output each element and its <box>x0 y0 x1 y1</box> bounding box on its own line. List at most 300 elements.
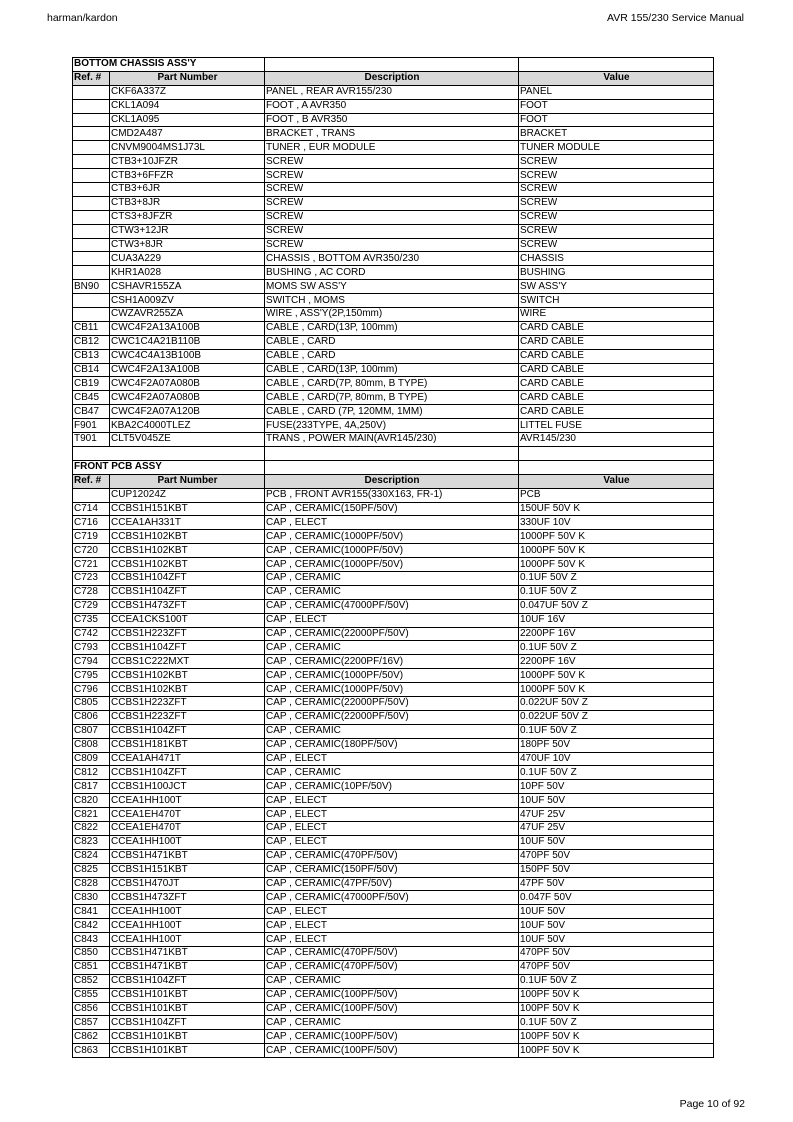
value-cell: 10UF 50V <box>519 835 714 849</box>
part-number-cell: CMD2A487 <box>110 127 265 141</box>
table-row <box>73 266 714 280</box>
description-cell: TUNER , EUR MODULE <box>265 141 519 155</box>
value-cell: CHASSIS <box>519 252 714 266</box>
value-cell: 0.022UF 50V Z <box>519 710 714 724</box>
value-cell: 0.047UF 50V Z <box>519 599 714 613</box>
description-cell: CAP , ELECT <box>265 808 519 822</box>
table-row <box>73 835 714 849</box>
value-cell: CARD CABLE <box>519 377 714 391</box>
description-cell: CAP , CERAMIC(1000PF/50V) <box>265 530 519 544</box>
part-number-cell: CCBS1H473ZFT <box>110 599 265 613</box>
value-cell: 47UF 25V <box>519 808 714 822</box>
description-cell: FOOT , B AVR350 <box>265 113 519 127</box>
ref-cell: C850 <box>73 947 110 961</box>
ref-cell: C841 <box>73 905 110 919</box>
description-cell: CAP , CERAMIC <box>265 571 519 585</box>
part-number-cell: CCEA1HH100T <box>110 919 265 933</box>
description-cell: CHASSIS , BOTTOM AVR350/230 <box>265 252 519 266</box>
part-number-cell: CLT5V045ZE <box>110 433 265 447</box>
table-row <box>73 794 714 808</box>
ref-cell: C794 <box>73 655 110 669</box>
value-cell: 47PF 50V <box>519 877 714 891</box>
value-column-header: Value <box>519 71 714 85</box>
part-number-cell: CWZAVR255ZA <box>110 308 265 322</box>
value-cell: 0.047F 50V <box>519 891 714 905</box>
part-number-cell: CCBS1H101KBT <box>110 1030 265 1044</box>
description-cell: CAP , CERAMIC <box>265 585 519 599</box>
value-cell: 330UF 10V <box>519 516 714 530</box>
section-title-row <box>73 58 714 72</box>
section-title: BOTTOM CHASSIS ASS'Y <box>73 58 265 72</box>
description-cell: CABLE , CARD(13P, 100mm) <box>265 321 519 335</box>
table-row <box>73 363 714 377</box>
table-row <box>73 766 714 780</box>
section-blank-cell <box>265 58 519 72</box>
description-cell: SCREW <box>265 224 519 238</box>
value-cell: 2200PF 16V <box>519 655 714 669</box>
ref-cell <box>73 85 110 99</box>
description-cell: CAP , CERAMIC(150PF/50V) <box>265 502 519 516</box>
ref-cell: C824 <box>73 849 110 863</box>
ref-cell: C851 <box>73 960 110 974</box>
value-cell: FOOT <box>519 99 714 113</box>
part-number-cell: CCBS1H101KBT <box>110 988 265 1002</box>
part-number-cell: CNVM9004MS1J73L <box>110 141 265 155</box>
description-cell: BUSHING , AC CORD <box>265 266 519 280</box>
description-cell: CAP , CERAMIC(470PF/50V) <box>265 849 519 863</box>
value-column-header: Value <box>519 474 714 488</box>
part-number-cell: CCBS1H102KBT <box>110 669 265 683</box>
description-cell: CAP , CERAMIC(1000PF/50V) <box>265 558 519 572</box>
description-cell: CAP , ELECT <box>265 613 519 627</box>
value-cell: FOOT <box>519 113 714 127</box>
part-number-cell: CCBS1H151KBT <box>110 502 265 516</box>
part-number-cell: CTB3+6FFZR <box>110 169 265 183</box>
part-number-cell: CCBS1H104ZFT <box>110 974 265 988</box>
value-cell: 2200PF 16V <box>519 627 714 641</box>
table-row <box>73 1030 714 1044</box>
part-number-cell: CSHAVR155ZA <box>110 280 265 294</box>
part-number-cell: CCBS1H223ZFT <box>110 696 265 710</box>
value-cell: 0.1UF 50V Z <box>519 766 714 780</box>
ref-cell <box>73 294 110 308</box>
value-cell: 470UF 10V <box>519 752 714 766</box>
value-cell: 100PF 50V K <box>519 1002 714 1016</box>
part-number-cell: CCBS1H100JCT <box>110 780 265 794</box>
value-cell: 0.022UF 50V Z <box>519 696 714 710</box>
description-cell: CAP , ELECT <box>265 516 519 530</box>
column-header-row <box>73 71 714 85</box>
value-cell: CARD CABLE <box>519 405 714 419</box>
description-cell: CAP , CERAMIC(47000PF/50V) <box>265 891 519 905</box>
ref-cell: C729 <box>73 599 110 613</box>
ref-cell <box>73 252 110 266</box>
ref-cell <box>73 210 110 224</box>
ref-cell <box>73 488 110 502</box>
ref-cell <box>73 169 110 183</box>
ref-cell: C723 <box>73 571 110 585</box>
table-row <box>73 1044 714 1058</box>
table-row <box>73 308 714 322</box>
description-cell: CAP , ELECT <box>265 821 519 835</box>
ref-cell: C735 <box>73 613 110 627</box>
value-cell: 10PF 50V <box>519 780 714 794</box>
description-cell: CAP , CERAMIC(470PF/50V) <box>265 947 519 961</box>
table-row <box>73 641 714 655</box>
ref-cell: C823 <box>73 835 110 849</box>
part-number-cell: CCBS1H470JT <box>110 877 265 891</box>
description-cell: CAP , CERAMIC(10PF/50V) <box>265 780 519 794</box>
table-row <box>73 280 714 294</box>
part-number-cell: CCBS1H104ZFT <box>110 724 265 738</box>
ref-column-header: Ref. # <box>73 71 110 85</box>
description-cell: CAP , CERAMIC(100PF/50V) <box>265 988 519 1002</box>
part-number-cell: CCBS1H223ZFT <box>110 627 265 641</box>
ref-cell: C796 <box>73 683 110 697</box>
part-number-cell: CUA3A229 <box>110 252 265 266</box>
value-cell: 10UF 50V <box>519 794 714 808</box>
table-row <box>73 488 714 502</box>
description-cell: CAP , CERAMIC(22000PF/50V) <box>265 627 519 641</box>
table-row <box>73 238 714 252</box>
table-row <box>73 669 714 683</box>
description-cell: CAP , CERAMIC(22000PF/50V) <box>265 710 519 724</box>
ref-cell <box>73 266 110 280</box>
value-cell: SCREW <box>519 196 714 210</box>
value-cell: SCREW <box>519 183 714 197</box>
description-cell: SCREW <box>265 238 519 252</box>
description-cell: CAP , CERAMIC <box>265 641 519 655</box>
table-row <box>73 571 714 585</box>
description-cell: CABLE , CARD (7P, 120MM, 1MM) <box>265 405 519 419</box>
part-number-cell: CCBS1H471KBT <box>110 849 265 863</box>
table-row <box>73 863 714 877</box>
description-cell: CAP , ELECT <box>265 752 519 766</box>
ref-cell: C855 <box>73 988 110 1002</box>
table-row <box>73 252 714 266</box>
value-cell: 100PF 50V K <box>519 988 714 1002</box>
description-cell: FOOT , A AVR350 <box>265 99 519 113</box>
ref-cell: C862 <box>73 1030 110 1044</box>
ref-cell: C716 <box>73 516 110 530</box>
ref-cell <box>73 308 110 322</box>
table-row <box>73 141 714 155</box>
value-cell: BUSHING <box>519 266 714 280</box>
ref-cell: C820 <box>73 794 110 808</box>
part-number-cell: CWC4C4A13B100B <box>110 349 265 363</box>
description-cell: CABLE , CARD(13P, 100mm) <box>265 363 519 377</box>
table-row <box>73 558 714 572</box>
description-cell: SCREW <box>265 196 519 210</box>
table-row <box>73 544 714 558</box>
table-row <box>73 516 714 530</box>
value-cell: 0.1UF 50V Z <box>519 724 714 738</box>
ref-cell: C828 <box>73 877 110 891</box>
table-row <box>73 599 714 613</box>
part-number-cell: CCEA1EH470T <box>110 821 265 835</box>
table-row <box>73 113 714 127</box>
part-number-cell: CCEA1CKS100T <box>110 613 265 627</box>
table-row <box>73 1016 714 1030</box>
value-cell: 10UF 50V <box>519 919 714 933</box>
ref-cell: CB19 <box>73 377 110 391</box>
part-number-cell: CCBS1H102KBT <box>110 683 265 697</box>
description-cell: SCREW <box>265 183 519 197</box>
value-cell: 1000PF 50V K <box>519 683 714 697</box>
value-cell: CARD CABLE <box>519 349 714 363</box>
part-number-cell: CCBS1H473ZFT <box>110 891 265 905</box>
table-row <box>73 391 714 405</box>
value-cell: SW ASS'Y <box>519 280 714 294</box>
part-number-cell: CTB3+10JFZR <box>110 155 265 169</box>
part-number-cell: CWC4F2A07A120B <box>110 405 265 419</box>
description-column-header: Description <box>265 474 519 488</box>
table-row <box>73 724 714 738</box>
part-number-cell: CKL1A095 <box>110 113 265 127</box>
description-cell: CAP , CERAMIC(180PF/50V) <box>265 738 519 752</box>
value-cell: 0.1UF 50V Z <box>519 585 714 599</box>
description-cell: CAP , CERAMIC(47000PF/50V) <box>265 599 519 613</box>
description-cell: CABLE , CARD <box>265 349 519 363</box>
table-row <box>73 696 714 710</box>
ref-cell: C806 <box>73 710 110 724</box>
description-cell: CAP , ELECT <box>265 835 519 849</box>
ref-cell: C821 <box>73 808 110 822</box>
ref-cell <box>73 127 110 141</box>
table-row <box>73 127 714 141</box>
value-cell: 10UF 50V <box>519 933 714 947</box>
description-cell: CAP , ELECT <box>265 919 519 933</box>
column-header-row <box>73 474 714 488</box>
table-row <box>73 169 714 183</box>
part-number-cell: CCBS1H223ZFT <box>110 710 265 724</box>
description-cell: SCREW <box>265 169 519 183</box>
ref-cell <box>73 155 110 169</box>
description-cell: TRANS , POWER MAIN(AVR145/230) <box>265 433 519 447</box>
part-number-cell: CCBS1H104ZFT <box>110 641 265 655</box>
table-row <box>73 808 714 822</box>
table-row <box>73 419 714 433</box>
table-row <box>73 349 714 363</box>
description-cell: CAP , CERAMIC(22000PF/50V) <box>265 696 519 710</box>
value-cell: SCREW <box>519 224 714 238</box>
description-cell: MOMS SW ASS'Y <box>265 280 519 294</box>
part-number-cell: CWC1C4A21B110B <box>110 335 265 349</box>
ref-cell: CB45 <box>73 391 110 405</box>
value-cell: 0.1UF 50V Z <box>519 641 714 655</box>
ref-cell: CB13 <box>73 349 110 363</box>
part-number-cell: KHR1A028 <box>110 266 265 280</box>
value-cell: SCREW <box>519 238 714 252</box>
ref-cell: C721 <box>73 558 110 572</box>
description-cell: CABLE , CARD(7P, 80mm, B TYPE) <box>265 391 519 405</box>
ref-cell: C720 <box>73 544 110 558</box>
value-cell: LITTEL FUSE <box>519 419 714 433</box>
value-cell: 1000PF 50V K <box>519 530 714 544</box>
part-number-cell: CTS3+8JFZR <box>110 210 265 224</box>
table-row <box>73 433 714 447</box>
description-cell: CAP , CERAMIC(1000PF/50V) <box>265 683 519 697</box>
table-row <box>73 627 714 641</box>
section-title-row <box>73 460 714 474</box>
description-cell: CAP , CERAMIC(470PF/50V) <box>265 960 519 974</box>
part-number-cell: CCBS1H102KBT <box>110 530 265 544</box>
description-cell: CAP , CERAMIC(100PF/50V) <box>265 1030 519 1044</box>
table-row <box>73 405 714 419</box>
value-cell: AVR145/230 <box>519 433 714 447</box>
ref-cell: C842 <box>73 919 110 933</box>
table-row <box>73 960 714 974</box>
ref-cell: C830 <box>73 891 110 905</box>
value-cell: 0.1UF 50V Z <box>519 571 714 585</box>
ref-cell: F901 <box>73 419 110 433</box>
value-cell: CARD CABLE <box>519 363 714 377</box>
table-row <box>73 933 714 947</box>
table-row <box>73 849 714 863</box>
description-cell: CABLE , CARD <box>265 335 519 349</box>
ref-cell: C863 <box>73 1044 110 1058</box>
table-row <box>73 988 714 1002</box>
value-cell: 10UF 16V <box>519 613 714 627</box>
ref-cell: C719 <box>73 530 110 544</box>
part-number-cell: CWC4F2A07A080B <box>110 391 265 405</box>
part-number-cell: CWC4F2A07A080B <box>110 377 265 391</box>
table-row <box>73 821 714 835</box>
table-row <box>73 877 714 891</box>
ref-cell: CB11 <box>73 321 110 335</box>
value-cell: WIRE <box>519 308 714 322</box>
section-title: FRONT PCB ASSY <box>73 460 265 474</box>
part-number-cell: CCEA1HH100T <box>110 933 265 947</box>
description-cell: CAP , CERAMIC <box>265 1016 519 1030</box>
table-row <box>73 196 714 210</box>
ref-cell: C807 <box>73 724 110 738</box>
part-number-cell: KBA2C4000TLEZ <box>110 419 265 433</box>
ref-cell: C805 <box>73 696 110 710</box>
description-cell: CAP , CERAMIC(150PF/50V) <box>265 863 519 877</box>
value-cell: CARD CABLE <box>519 391 714 405</box>
ref-cell <box>73 113 110 127</box>
ref-cell: C795 <box>73 669 110 683</box>
description-cell: WIRE , ASS'Y(2P,150mm) <box>265 308 519 322</box>
value-cell: 0.1UF 50V Z <box>519 974 714 988</box>
ref-cell <box>73 99 110 113</box>
description-cell: CAP , CERAMIC(100PF/50V) <box>265 1002 519 1016</box>
part-number-cell: CCBS1H102KBT <box>110 544 265 558</box>
parts-list-body <box>73 58 714 1058</box>
description-cell: PANEL , REAR AVR155/230 <box>265 85 519 99</box>
value-cell: 470PF 50V <box>519 947 714 961</box>
description-cell: CAP , ELECT <box>265 905 519 919</box>
value-cell: SCREW <box>519 169 714 183</box>
part-number-cell: CWC4F2A13A100B <box>110 363 265 377</box>
ref-cell: C714 <box>73 502 110 516</box>
description-cell: CAP , ELECT <box>265 794 519 808</box>
part-number-cell: CCEA1HH100T <box>110 835 265 849</box>
table-row <box>73 919 714 933</box>
part-number-cell: CCEA1AH331T <box>110 516 265 530</box>
table-row <box>73 335 714 349</box>
ref-cell: C793 <box>73 641 110 655</box>
value-cell: 10UF 50V <box>519 905 714 919</box>
ref-cell <box>73 224 110 238</box>
ref-cell: T901 <box>73 433 110 447</box>
part-number-cell: CTW3+12JR <box>110 224 265 238</box>
part-number-cell: CCBS1H104ZFT <box>110 585 265 599</box>
ref-cell: C856 <box>73 1002 110 1016</box>
part-number-cell: CCEA1HH100T <box>110 905 265 919</box>
description-column-header: Description <box>265 71 519 85</box>
description-cell: CAP , CERAMIC <box>265 724 519 738</box>
table-row <box>73 294 714 308</box>
description-cell: CAP , CERAMIC <box>265 974 519 988</box>
value-cell: CARD CABLE <box>519 321 714 335</box>
table-row <box>73 321 714 335</box>
value-cell: BRACKET <box>519 127 714 141</box>
ref-column-header: Ref. # <box>73 474 110 488</box>
description-cell: SCREW <box>265 210 519 224</box>
table-row <box>73 974 714 988</box>
table-row <box>73 530 714 544</box>
ref-cell: CB14 <box>73 363 110 377</box>
part-number-cell: CCBS1H104ZFT <box>110 766 265 780</box>
value-cell: 47UF 25V <box>519 821 714 835</box>
part-number-cell: CWC4F2A13A100B <box>110 321 265 335</box>
description-cell: CAP , CERAMIC(100PF/50V) <box>265 1044 519 1058</box>
value-cell: PANEL <box>519 85 714 99</box>
part-number-cell: CCBS1H151KBT <box>110 863 265 877</box>
table-row <box>73 1002 714 1016</box>
ref-cell: C728 <box>73 585 110 599</box>
value-cell: 1000PF 50V K <box>519 669 714 683</box>
table-row <box>73 224 714 238</box>
ref-cell <box>73 238 110 252</box>
part-number-cell: CCBS1H104ZFT <box>110 571 265 585</box>
ref-cell: C857 <box>73 1016 110 1030</box>
section-spacer-row <box>73 446 714 460</box>
value-cell: 180PF 50V <box>519 738 714 752</box>
part-number-cell: CUP12024Z <box>110 488 265 502</box>
part-number-cell: CCBS1H471KBT <box>110 960 265 974</box>
value-cell: 150UF 50V K <box>519 502 714 516</box>
ref-cell: BN90 <box>73 280 110 294</box>
manufacturer-header: harman/kardon <box>47 12 118 24</box>
description-cell: CAP , CERAMIC(1000PF/50V) <box>265 669 519 683</box>
part-number-cell: CCBS1H101KBT <box>110 1002 265 1016</box>
part-number-column-header: Part Number <box>110 474 265 488</box>
description-cell: CAP , CERAMIC(47PF/50V) <box>265 877 519 891</box>
description-cell: SWITCH , MOMS <box>265 294 519 308</box>
table-row <box>73 585 714 599</box>
value-cell: 470PF 50V <box>519 960 714 974</box>
table-row <box>73 85 714 99</box>
description-cell: CAP , CERAMIC(2200PF/16V) <box>265 655 519 669</box>
value-cell: TUNER MODULE <box>519 141 714 155</box>
part-number-cell: CCBS1C222MXT <box>110 655 265 669</box>
description-cell: PCB , FRONT AVR155(330X163, FR-1) <box>265 488 519 502</box>
page-number: Page 10 of 92 <box>679 1098 745 1110</box>
value-cell: 150PF 50V <box>519 863 714 877</box>
table-row <box>73 655 714 669</box>
ref-cell: CB47 <box>73 405 110 419</box>
part-number-cell: CKF6A337Z <box>110 85 265 99</box>
ref-cell: CB12 <box>73 335 110 349</box>
spacer-cell <box>265 446 519 460</box>
part-number-column-header: Part Number <box>110 71 265 85</box>
ref-cell <box>73 183 110 197</box>
description-cell: FUSE(233TYPE, 4A,250V) <box>265 419 519 433</box>
value-cell: SCREW <box>519 210 714 224</box>
